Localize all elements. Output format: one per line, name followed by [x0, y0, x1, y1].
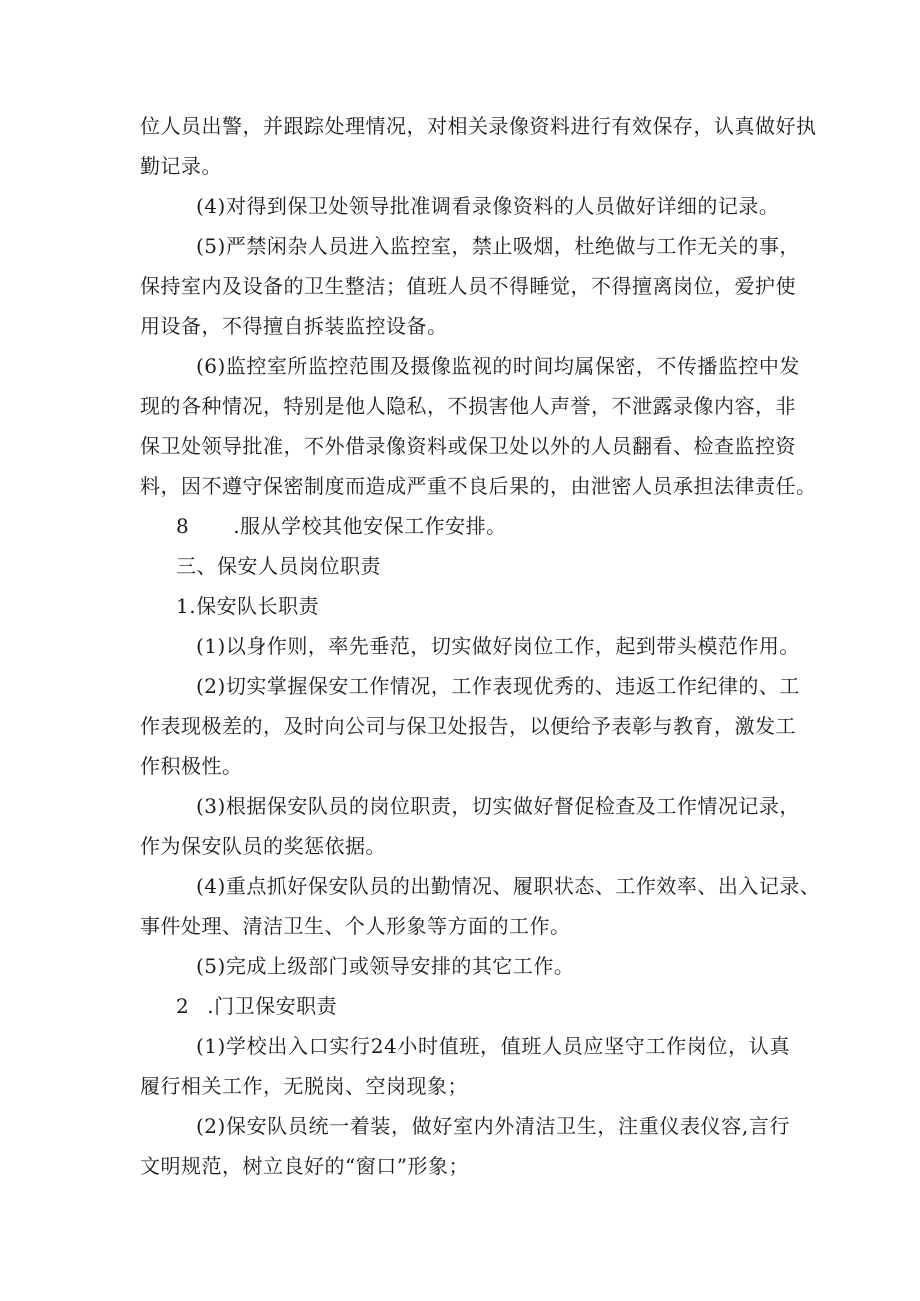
item-text: .服从学校其他安保工作安排。	[233, 514, 507, 538]
paragraph-line: 文明规范，树立良好的“窗口”形象；	[140, 1154, 469, 1178]
paragraph-line: (4)重点抓好保安队员的出勤情况、履职状态、工作效率、出入记录、	[196, 874, 821, 898]
numbered-line-8	[140, 506, 790, 546]
paragraph-line: 作积极性。	[140, 754, 243, 778]
paragraph-line: 勤记录。	[140, 154, 222, 178]
paragraph-line: 事件处理、清洁卫生、个人形象等方面的工作。	[140, 914, 571, 938]
paragraph-line: 用设备，不得擅自拆装监控设备。	[140, 314, 448, 338]
paragraph-line: 保持室内及设备的卫生整洁；值班人员不得睡觉，不得擅离岗位，爱护使	[140, 274, 796, 298]
paragraph-line: (2)切实掌握保安工作情况，工作表现优秀的、违返工作纪律的、工	[196, 674, 800, 698]
paragraph-line: (1)以身作则，率先垂范，切实做好岗位工作，起到带头模范作用。	[196, 634, 800, 658]
paragraph-line: 保卫处领导批准，不外借录像资料或保卫处以外的人员翻看、检查监控资	[140, 434, 796, 458]
item-text: .门卫保安职责	[207, 994, 338, 1018]
item-number: 8	[176, 514, 190, 538]
paragraph-line: (5)严禁闲杂人员进入监控室，禁止吸烟，杜绝做与工作无关的事，	[196, 234, 800, 258]
paragraph-line: (2)保安队员统一着装，做好室内外清洁卫生，注重仪表仪容,言行	[196, 1114, 790, 1138]
paragraph-line: 位人员出警，并跟踪处理情况，对相关录像资料进行有效保存，认真做好执	[140, 114, 817, 138]
paragraph-line: 现的各种情况，特别是他人隐私，不损害他人声誉，不泄露录像内容，非	[140, 394, 796, 418]
paragraph-line: (5)完成上级部门或领导安排的其它工作。	[196, 954, 575, 978]
document-page	[140, 106, 821, 1186]
subsection-heading-2	[140, 986, 790, 1026]
paragraph-line: (1)学校出入口实行24小时值班，值班人员应坚守工作岗位，认真	[196, 1034, 790, 1058]
paragraph-line: 履行相关工作，无脱岗、空岗现象；	[140, 1074, 468, 1098]
paragraph-line: 作为保安队员的奖惩依据。	[140, 834, 386, 858]
paragraph-line: 料，因不遵守保密制度而造成严重不良后果的，由泄密人员承担法律责任。	[140, 474, 817, 498]
paragraph-line: 作表现极差的，及时向公司与保卫处报告，以便给予表彰与教育，激发工	[140, 714, 796, 738]
paragraph-line: (4)对得到保卫处领导批准调看录像资料的人员做好详细的记录。	[196, 194, 780, 218]
subsection-heading: 1.保安队长职责	[176, 594, 320, 618]
item-number: 2	[176, 994, 190, 1018]
paragraph-line: (6)监控室所监控范围及摄像监视的时间均属保密，不传播监控中发	[196, 354, 800, 378]
section-heading: 三、保安人员岗位职责	[176, 554, 381, 578]
paragraph-line: (3)根据保安队员的岗位职责，切实做好督促检查及工作情况记录，	[196, 794, 800, 818]
